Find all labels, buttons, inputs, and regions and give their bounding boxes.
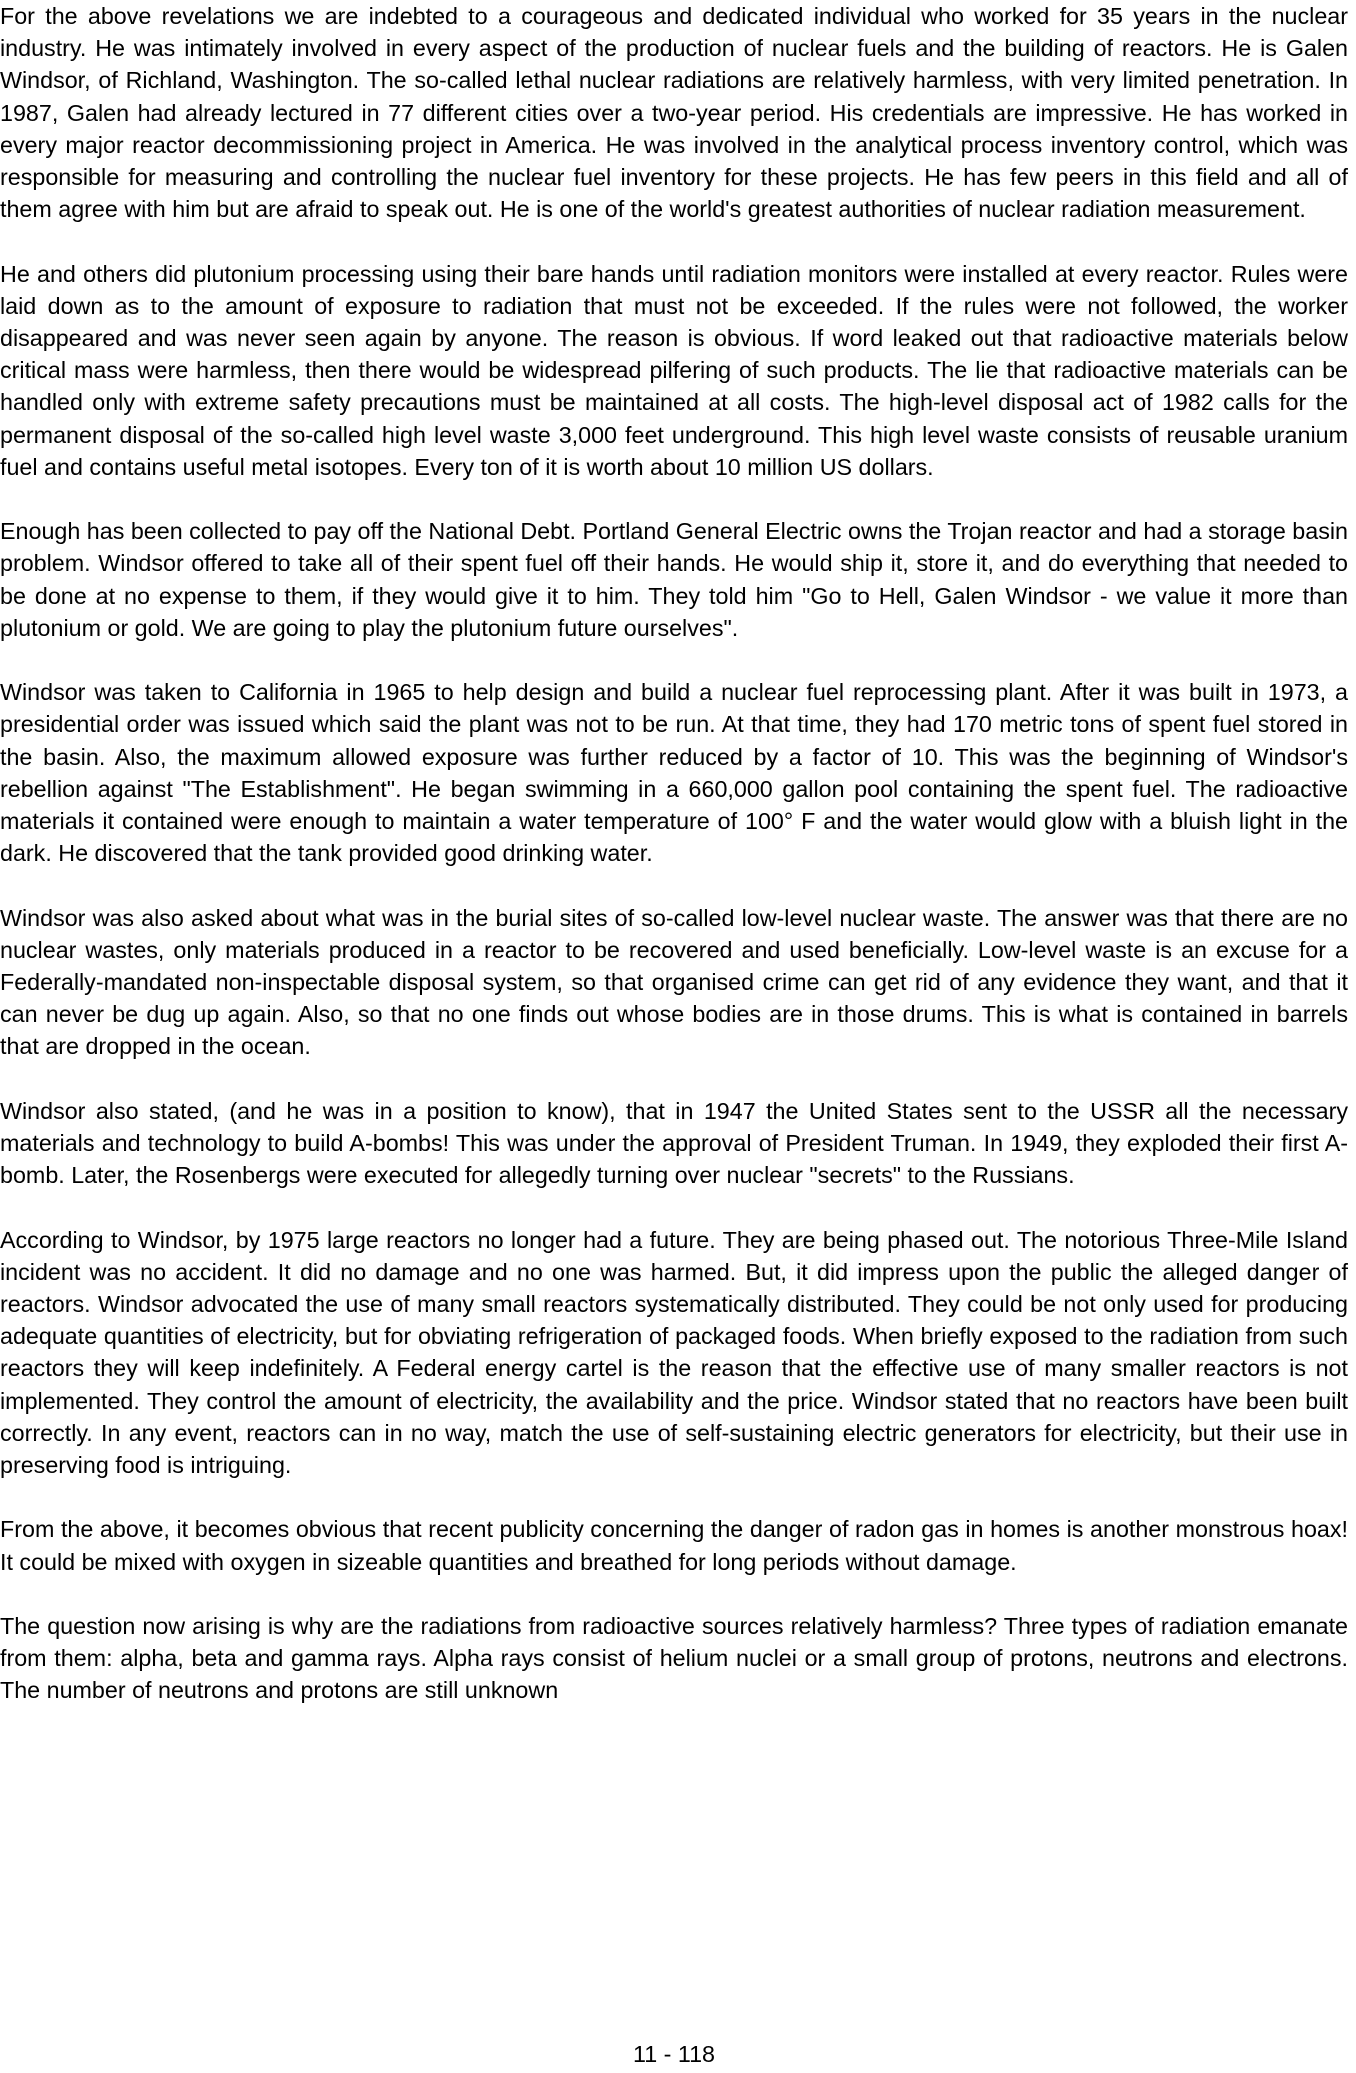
paragraph-9: The question now arising is why are the radiations from radioactive sources relatively harmless? Three types of radiation emanate from them: alpha, beta and gamma rays. Alpha rays consist of helium nuclei or a small group of protons, neutrons and electrons. The number of neutrons and protons are still unknown: [0, 1613, 1348, 1704]
paragraph-1: For the above revelations we are indebted to a courageous and dedicated individual who worked for 35 years in the nuclear industry. He was intimately involved in every aspect of the production of nuclear fuels and the building of reactors. He is Galen Windsor, of Richland, Washington. The so-called lethal nuclear radiations are relatively harmless, with very limited penetration. In 1987, Galen had already lectured in 77 different cities over a two-year period. His credentials are impressive. He has worked in every major reactor decommissioning project in America. He was involved in the analytical process inventory control, which was responsible for measuring and controlling the nuclear fuel inventory for these projects. He has few peers in this field and all of them agree with him but are afraid to speak out. He is one of the world's greatest authorities of nuclear radiation measurement.: [0, 3, 1348, 223]
paragraph-3: Enough has been collected to pay off the National Debt. Portland General Electric owns the Trojan reactor and had a storage basin problem. Windsor offered to take all of their spent fuel off their hands. He would ship it, store it, and do everything that needed to be done at no expense to them, if they would give it to him. They told him "Go to Hell, Galen Windsor - we value it more than plutonium or gold. We are going to play the plutonium future ourselves".: [0, 518, 1348, 641]
paragraph-2: He and others did plutonium processing using their bare hands until radiation monitors were installed at every reactor. Rules were laid down as to the amount of exposure to radiation that must not be exceeded. If the rules were not followed, the worker disappeared and was never seen again by anyone. The reason is obvious. If word leaked out that radioactive materials below critical mass were harmless, then there would be widespread pilfering of such products. The lie that radioactive materials can be handled only with extreme safety precautions must be maintained at all costs. The high-level disposal act of 1982 calls for the permanent disposal of the so-called high level waste 3,000 feet underground. This high level waste consists of reusable uranium fuel and contains useful metal isotopes. Every ton of it is worth about 10 million US dollars.: [0, 260, 1348, 480]
paragraph-4: Windsor was taken to California in 1965 to help design and build a nuclear fuel reprocessing plant. After it was built in 1973, a presidential order was issued which said the plant was not to be run. At that time, they had 170 metric tons of spent fuel stored in the basin. Also, the maximum allowed exposure was further reduced by a factor of 10. This was the beginning of Windsor's rebellion against "The Establishment". He began swimming in a 660,000 gallon pool containing the spent fuel. The radioactive materials it contained were enough to maintain a water temperature of 100° F and the water would glow with a bluish light in the dark. He discovered that the tank provided good drinking water.: [0, 679, 1348, 867]
paragraph-7: According to Windsor, by 1975 large reactors no longer had a future. They are being phased out. The notorious Three-Mile Island incident was no accident. It did no damage and no one was harmed. But, it did impress upon the public the alleged danger of reactors. Windsor advocated the use of many small reactors systematically distributed. They could be not only used for producing adequate quantities of electricity, but for obviating refrigeration of packaged foods. When briefly exposed to the radiation from such reactors they will keep indefinitely. A Federal energy cartel is the reason that the effective use of many smaller reactors is not implemented. They control the amount of electricity, the availability and the price. Windsor stated that no reactors have been built correctly. In any event, reactors can in no way, match the use of self-sustaining electric generators for electricity, but their use in preserving food is intriguing.: [0, 1226, 1348, 1479]
paragraph-8: From the above, it becomes obvious that recent publicity concerning the danger of radon gas in homes is another monstrous hoax! It could be mixed with oxygen in sizeable quantities and breathed for long periods without damage.: [0, 1516, 1348, 1575]
page-number: 11 - 118: [632, 2041, 716, 2067]
paragraph-6: Windsor also stated, (and he was in a position to know), that in 1947 the United States sent to the USSR all the necessary materials and technology to build A-bombs! This was under the approval of President Truman. In 1949, they exploded their first A-bomb. Later, the Rosenbergs were executed for allegedly turning over nuclear "secrets" to the Russians.: [0, 1097, 1348, 1189]
paragraph-5: Windsor was also asked about what was in the burial sites of so-called low-level nuclear waste. The answer was that there are no nuclear wastes, only materials produced in a reactor to be recovered and used beneficially. Low-level waste is an excuse for a Federally-mandated non-inspectable disposal system, so that organised crime can get rid of any evidence they want, and that it can never be dug up again. Also, so that no one finds out whose bodies are in those drums. This is what is contained in barrels that are dropped in the ocean.: [0, 904, 1348, 1060]
